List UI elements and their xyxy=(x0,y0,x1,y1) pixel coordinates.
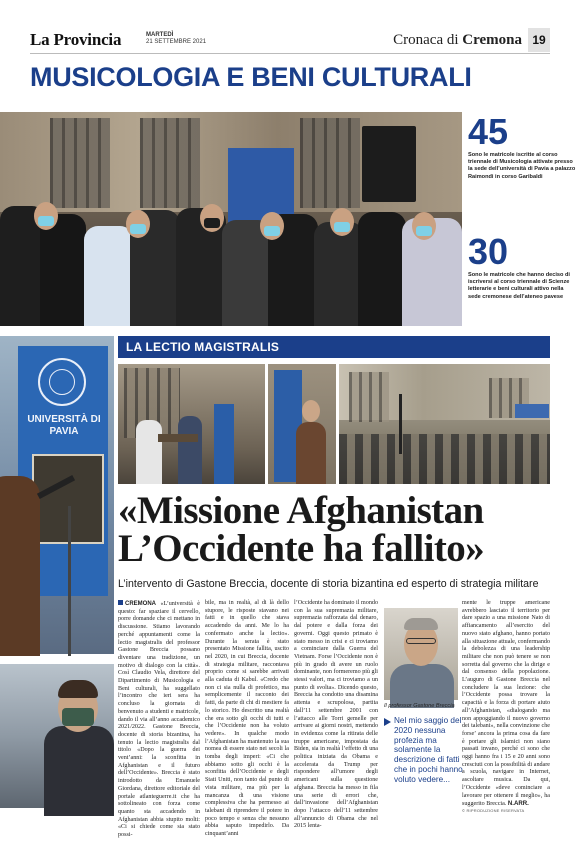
photo-loudspeaker xyxy=(362,126,416,202)
photo-body xyxy=(44,726,114,816)
photo-head xyxy=(302,400,320,422)
section-label-bar xyxy=(118,336,550,358)
photo-window xyxy=(349,372,389,422)
headline xyxy=(118,489,558,570)
headline-line-2: L’Occidente ha fallito» xyxy=(118,527,485,570)
section-prefix: Cronaca di xyxy=(393,32,459,48)
masthead xyxy=(30,28,550,54)
photo-person xyxy=(314,222,364,326)
article-column-3 xyxy=(294,600,378,830)
triangle-right-icon xyxy=(384,718,392,726)
photo-mask xyxy=(62,708,94,726)
photo-mask xyxy=(264,226,280,236)
photo-person xyxy=(40,214,86,326)
section-label: LA LECTIO MAGISTRALIS xyxy=(126,340,280,354)
photo-mask xyxy=(38,216,54,226)
university-name: UNIVERSITÀ DI PAVIA xyxy=(27,414,101,437)
photo-window xyxy=(140,118,200,208)
subheadline: L’intervento di Gastone Breccia, docente di storia bizantina ed esperto di strategia militare xyxy=(118,578,539,590)
article-text: l’Occidente ha dominato il mondo con la sua supremazia militare, supremazia rafforzata dal denaro, dal potere e dalla forza dei governi. Oggi questo primato è stato messo in crisi e ci troviamo a cominciare dalla Guerra del Vietnam. Forse l’Occidente non è più in grado di avere un ruolo dominante, non formeremo più gli stessi valori, ma ci troviamo a un punto di svolta». Dicendo questo, Breccia ha condotto una disamina attenta e scrupolosa, partita dall’11 settembre 2001 con l’attacco alle Torri gemelle per arrivare ai giorni nostri, mettendo in evidenza come la ritirata delle truppe americane, impostata da Biden, sia in realtà l’effetto di una politica iniziata da Obama e accelerata da Trump per rispondere all’umore degli americani sulla questione afghana. Breccia ha messo in fila una serie di errori che, dall’invasione dell’Afghanistan dopo l’attacco dell’11 settembre all’annuncio di Obama che nel 2015 lenta- xyxy=(294,600,378,830)
article-text: bile, ma in realtà, al di là dello stupore, le risposte stavano nei fatti e in quello che stava accadendo da anni. Me lo ha confermato anche la lectio». Durante la serata è stato presentato Missione fallita, uscito nel 2020, in cui Breccia, docente di strategia militare, raccontava proprio come si sarebbe arrivati alla caduta di Kabul. «Credo che non ci sia nulla di profetico, ma semplicemente il racconto dei fatti, da parte di chi di mestiere fa lo storico. Ho descritto una realtà che era sotto gli occhi di tutti e che l’Occidente non ha voluto vedere». In qualche modo l’Afghanistan ha mantenuto la sua nomea di essere stato nei secoli la tomba degli imperi: «Ci che abbiamo sotto gli occhi è la sconfitta dell’Occidente e degli Stati Uniti, non tanto dal punto di vista militare, ma più per la mancanza di una visione complessiva che ha permesso ai talebani di riprendere il potere in poco tempo e senza che nessuno abbia saputo impedirlo. Da cinquant’anni xyxy=(205,600,289,838)
photo-window xyxy=(300,118,360,208)
page-number: 19 xyxy=(528,28,550,52)
photo-person xyxy=(178,416,202,484)
pull-quote xyxy=(384,716,463,812)
photo-event-speaker xyxy=(268,364,336,484)
portrait-glasses xyxy=(406,638,436,644)
dateline-place: CREMONA xyxy=(118,601,156,607)
microphone-stand xyxy=(399,394,402,454)
stat-number-letters: 30 xyxy=(468,231,509,272)
photo-audience xyxy=(339,434,550,484)
stat-text-letters: Sono le matricole che hanno deciso di iscriversi al corso triennale di Scienze letterarie e beni culturali attivo nella sede cremonese dell’ateneo pavese xyxy=(468,272,570,300)
section-name xyxy=(393,32,522,49)
photo-window xyxy=(50,118,110,208)
photo-person xyxy=(136,420,162,484)
university-seal-inner xyxy=(49,369,75,395)
kicker-title: MUSICOLOGIA E BENI CULTURALI xyxy=(30,62,472,92)
article-text: «L’università è questo: far spaziare il cervello, porre domande che ci mettano in discussione. Stiamo lavorando perché appuntamenti come la lectio magistralis del professor Gastone Breccia possano diventare una tradizione, un motivo di dialogo con la città». Così Claudio Vela, direttore del Dipartimento di Musicologia e Beni culturali, ha suggellato l’incontro che ieri sera ha concluso la giornata di benvenuto a studenti e matricole, dando il via all’anno accademico 2021/2022. Gastone Breccia, docente di storia bizantina, ha tenuto la lectio magistralis dal titolo «Dopo la guerra dei vent’anni: la sconfitta in Afghanistan e il futuro dell’Occidente». Breccia è stato introdotto da Emanuele Giordana, direttore editoriale del portale atlanteguerre.it che ha sottolineato con forza come quanto sta accadendo in Afghanistan abbia stupito molti: «Ci si chiede come sia stato possi- xyxy=(118,601,200,839)
headline-line-1: «Missione Afghanistan xyxy=(118,489,484,532)
copyright-notice: © RIPRODUZIONE RISERVATA xyxy=(462,808,525,813)
pull-quote-text: Nel mio saggio del 2020 nessuna profezia ma solamente la descrizione di fatti che in pochi hanno voluto vedere... xyxy=(394,716,463,784)
photo-event-speakers xyxy=(118,364,265,484)
photo-hair xyxy=(58,680,98,698)
issue-date xyxy=(146,32,206,46)
section-city: Cremona xyxy=(462,32,522,48)
article-column-2 xyxy=(205,600,289,838)
photo-mask xyxy=(130,224,146,234)
photo-speaker xyxy=(0,476,40,656)
photo-speaker xyxy=(296,422,326,484)
photo-person xyxy=(358,212,406,326)
portrait-body xyxy=(390,664,454,708)
photo-tent xyxy=(515,404,549,418)
article-text: mente le truppe americane avrebbero lasciato il territorio per dare spazio a una missione Nato di affiancamento all’esercito del nuovo stato afghano, hanno portato alla situazione attuale, confermando la debolezza di una leadership militare che non può tenere se non sorretta dal governo che la dirige e dal consenso della popolazione. L’auguro di Gastone Breccia nel concludere la sua lezione: che l’Occidente possa trovare la capacità e la forza di portare aiuto all’Afghanistan, «dialogando ma non appoggiando il nuovo governo dei talebani», nella convinzione che forse’ ancora la prima cosa da fare è portare gli islamici non siano passati invano, perché ci sono che oggi hanno fra i 15 e 20 anni sono cresciuti con la possibilità di andare a scuola, navigare in Internet, ascoltare musica. Da qui, l’Occidente «deve cominciare a lavorare per ottenere il meglio», ha suggerito Breccia. xyxy=(462,600,550,808)
photo-crowd xyxy=(0,196,462,326)
article-column-1 xyxy=(118,600,200,839)
newspaper-brand: La Provincia xyxy=(30,30,122,49)
photo-mask xyxy=(416,226,432,236)
microphone-stand xyxy=(68,506,71,656)
portrait-hair xyxy=(404,618,438,630)
photo-banner xyxy=(214,404,234,484)
photo-person xyxy=(84,226,134,326)
photo-speaker-at-podium xyxy=(0,336,114,654)
issue-day: MARTEDÌ xyxy=(146,32,174,38)
author-signature: N.ARR. xyxy=(507,800,529,808)
photo-event-audience xyxy=(339,364,550,484)
article-column-4 xyxy=(462,600,550,806)
photo-students-group xyxy=(0,112,462,326)
portrait-caption: Il professor Gastone Breccia xyxy=(384,703,455,709)
photo-table xyxy=(158,434,198,442)
portrait-photo xyxy=(384,608,458,700)
issue-full-date: 21 SETTEMBRE 2021 xyxy=(146,39,207,45)
stat-number-musicology: 45 xyxy=(468,111,509,152)
stat-text-musicology: Sono le matricole iscritte al corso triennale di Musicologia attivate presso la sede dell’università di Pavia a palazzo Raimondi in corso Garibaldi xyxy=(468,152,576,180)
photo-masked-man xyxy=(0,664,114,808)
photo-mask xyxy=(334,222,350,232)
photo-mask xyxy=(204,218,220,228)
